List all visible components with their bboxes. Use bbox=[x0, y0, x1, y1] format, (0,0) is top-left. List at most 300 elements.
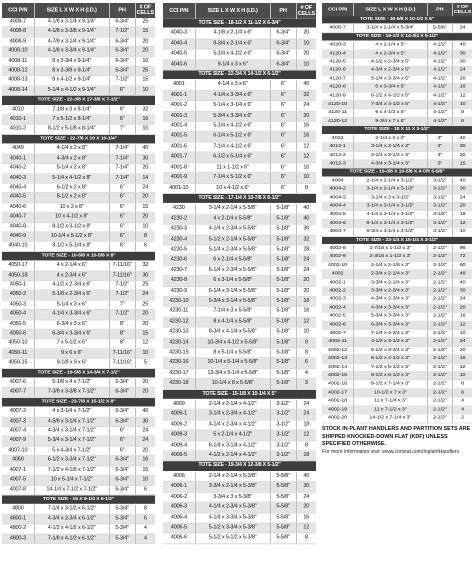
table-row bbox=[322, 278, 472, 286]
cell-ph: 4-1/2" bbox=[427, 66, 453, 74]
cell-size: 14-1/2 x 7-1/4 x 3" bbox=[354, 414, 428, 422]
cell-part-number: 4007-1 bbox=[2, 466, 34, 476]
cell-ph: 5-1/8" bbox=[270, 245, 296, 255]
cell-size: 4 x 2-1/4 x 5-5/8" bbox=[195, 214, 270, 224]
cell-part-number: 4004-5 bbox=[322, 211, 354, 219]
cell-part-number: 4040-2 bbox=[2, 164, 34, 174]
tote-size-label: TOTE SIZE - 22-7/8 X 10 X 10-1/4" bbox=[2, 134, 155, 144]
cell-ph: 2-1/2" bbox=[427, 355, 453, 363]
tote-size-label: TOTE SIZE - 23-1/4 X 15-1/4 X 3-1/2" bbox=[322, 236, 472, 244]
cell-size: 4-1/4 x 3-3/4 x 5-3/8" bbox=[195, 513, 270, 523]
cell-part-number: 4001-9 bbox=[163, 173, 195, 183]
cell-part-number: 4230-15 bbox=[163, 348, 195, 358]
cell-cells: 10 bbox=[453, 228, 473, 236]
cell-cells: 10 bbox=[296, 327, 316, 337]
cell-ph: 3-1/2" bbox=[427, 202, 453, 210]
spec-table bbox=[163, 3, 316, 544]
cell-ph: 5-5/8" bbox=[427, 24, 453, 32]
cell-ph: 3-1/2" bbox=[270, 451, 296, 461]
cell-cells: 40 bbox=[296, 80, 316, 90]
cell-cells: 20 bbox=[135, 319, 155, 329]
cell-ph: 2-1/2" bbox=[427, 295, 453, 303]
cell-size: 2-3/4 x 2-1/4 x 3" bbox=[354, 270, 428, 278]
cell-cells: 12 bbox=[453, 363, 473, 371]
table-row bbox=[2, 378, 155, 388]
table-row bbox=[322, 414, 472, 422]
table-row bbox=[322, 151, 472, 159]
cell-cells: 10 bbox=[296, 60, 316, 70]
cell-ph: 2-1/2" bbox=[427, 262, 453, 270]
tote-size-label: TOTE SIZE - 19-1/2 X 14-3/4 X 5-1/2" bbox=[322, 33, 472, 41]
cell-size: 2-1/4 x 2-1/4 x 4-1/2" bbox=[195, 399, 270, 409]
cell-size: 6 x 2-1/4 x 5-5/8" bbox=[195, 255, 270, 265]
cell-part-number: 4002-7 bbox=[322, 329, 354, 337]
cell-part-number: 4230-6 bbox=[163, 255, 195, 265]
cell-size: 3-1/4 x 2-1/4 x 5-5/8" bbox=[195, 204, 270, 214]
cell-size: 10-3/4 x 4-1/2 x 5-5/8" bbox=[195, 338, 270, 348]
cell-part-number: 4230-12 bbox=[163, 317, 195, 327]
cell-ph: 5-1/8" bbox=[270, 338, 296, 348]
cell-part-number: 4012-1 bbox=[322, 143, 354, 151]
cell-cells: 8 bbox=[296, 348, 316, 358]
cell-cells: 30 bbox=[453, 287, 473, 295]
cell-cells: 4 bbox=[135, 524, 155, 534]
cell-ph: 2-1/2" bbox=[427, 363, 453, 371]
tote-size-row bbox=[322, 126, 472, 134]
cell-cells: 6 bbox=[135, 514, 155, 524]
tote-size-row bbox=[2, 251, 155, 261]
cell-size: 4-3/4 x 3-3/4 x 3" bbox=[354, 304, 428, 312]
table-row bbox=[322, 83, 472, 91]
cell-ph: 5-1/8" bbox=[270, 317, 296, 327]
cell-ph: 6" bbox=[270, 152, 296, 162]
cell-ph: 2-1/2" bbox=[427, 406, 453, 414]
table-row bbox=[163, 420, 316, 430]
cell-size: 4-3/4 x 2-3/4 x 6-1/2" bbox=[34, 514, 109, 524]
shipping-note-text: STOCK IN-PLANT HANDLERS AND PARTITION SETS ARE SHIPPED KNOCKED-DOWN FLAT (KDF) UNLESS SPECIFIED OTHERWISE. bbox=[322, 426, 471, 447]
cell-size: 5-1/2 x 3-3/4 x 5-3/8" bbox=[195, 523, 270, 533]
cell-size: 7-3/4 x 4-1/2 x 5" bbox=[354, 100, 428, 108]
cell-cells: 32 bbox=[135, 261, 155, 271]
table-row bbox=[163, 296, 316, 306]
cell-part-number: 4001-1 bbox=[163, 90, 195, 100]
cell-size: 4-1/4 x 2-3/4 x 4-1/2" bbox=[195, 420, 270, 430]
cell-part-number: 4006-6 bbox=[163, 533, 195, 543]
cell-size: 5-1/2 x 5-1/2 x 5-3/8" bbox=[195, 533, 270, 543]
cell-cells: 8 bbox=[135, 505, 155, 515]
cell-cells: 24 bbox=[135, 436, 155, 446]
cell-ph: 6-3/4" bbox=[109, 456, 135, 466]
cell-part-number: 4002-19 bbox=[322, 406, 354, 414]
cell-ph: 6" bbox=[270, 111, 296, 121]
cell-part-number: 4800-2 bbox=[2, 524, 34, 534]
table-header-row bbox=[163, 3, 316, 19]
table-row bbox=[322, 346, 472, 354]
cell-cells: 10 bbox=[135, 349, 155, 359]
cell-cells: 16 bbox=[296, 121, 316, 131]
cell-ph: 5-5/8" bbox=[270, 471, 296, 481]
cell-ph: 6-3/4" bbox=[270, 49, 296, 59]
table-row bbox=[2, 505, 155, 515]
cell-part-number: 4230-17 bbox=[163, 368, 195, 378]
cell-cells: 20 bbox=[453, 151, 473, 159]
table-row bbox=[2, 18, 155, 27]
table-row bbox=[2, 534, 155, 544]
cell-ph: 5-1/8" bbox=[270, 224, 296, 234]
cell-cells: 16 bbox=[453, 211, 473, 219]
cell-part-number: 4040-6 bbox=[163, 60, 195, 70]
cell-ph: 6" bbox=[270, 132, 296, 142]
table-row bbox=[163, 121, 316, 131]
table-row bbox=[322, 41, 472, 49]
table-row bbox=[163, 101, 316, 111]
table-row bbox=[322, 66, 472, 74]
cell-cells: 10 bbox=[135, 222, 155, 232]
cell-cells: 25 bbox=[135, 66, 155, 76]
cell-size: 6-3/4 x 3 x 6" bbox=[34, 319, 109, 329]
cell-size: 4-1/8 x 3-1/4 x 9-1/4" bbox=[34, 18, 109, 27]
cell-part-number: 4002-16 bbox=[322, 380, 354, 388]
table-row bbox=[322, 177, 472, 185]
cell-ph: 5-3/4" bbox=[109, 514, 135, 524]
cell-cells: 20 bbox=[135, 193, 155, 203]
cell-part-number: 4010-2 bbox=[2, 125, 34, 135]
table-row bbox=[322, 397, 472, 405]
cell-size: 9 x 4-1/2 x 5" bbox=[354, 109, 428, 117]
cell-ph: 7-1/2" bbox=[109, 27, 135, 37]
cell-part-number: 4050-2 bbox=[2, 290, 34, 300]
cell-cells: 15 bbox=[135, 76, 155, 86]
cell-ph: 6-3/4" bbox=[270, 60, 296, 70]
cell-part-number: 4120-6 bbox=[322, 66, 354, 74]
table-header-row bbox=[322, 3, 472, 16]
cell-size: 9-1/8 x 9 x 6" bbox=[34, 358, 109, 368]
cell-cells: 10 bbox=[135, 475, 155, 485]
cell-size: 5-3/4 x 3-3/4 x 3" bbox=[354, 312, 428, 320]
table-row bbox=[2, 232, 155, 242]
cell-part-number: 4040-10 bbox=[2, 242, 34, 252]
cell-size: 7-1/2 x 4-1/8 x 7-1/2" bbox=[34, 466, 109, 476]
cell-ph: 7-11/16" bbox=[109, 261, 135, 271]
cell-size: 7-3/8 x 3-3/8 x 7-1/2" bbox=[34, 388, 109, 398]
cell-cells: 24 bbox=[296, 255, 316, 265]
cell-cells: 8 bbox=[135, 232, 155, 242]
cell-cells: 8 bbox=[296, 441, 316, 451]
table-row bbox=[2, 436, 155, 446]
table-row bbox=[322, 92, 472, 100]
cell-part-number: 4008-9 bbox=[2, 37, 34, 47]
table-row bbox=[2, 271, 155, 281]
cell-size: 4-1/2 x 3-1/2 x 3" bbox=[354, 338, 428, 346]
cell-ph: 3" bbox=[427, 143, 453, 151]
table-row bbox=[322, 245, 472, 253]
cell-cells: 30 bbox=[135, 154, 155, 164]
table-row bbox=[322, 406, 472, 414]
cell-part-number: 4002 bbox=[322, 270, 354, 278]
table-row bbox=[2, 329, 155, 339]
cell-size: 6-1/4 x 3-1/4 x 5-5/8" bbox=[195, 286, 270, 296]
cell-size: 8 x 3-3/8 x 9-1/4" bbox=[34, 66, 109, 76]
table-row bbox=[322, 389, 472, 397]
cell-part-number: 4230-4 bbox=[163, 235, 195, 245]
cell-ph: 3-1/2" bbox=[270, 410, 296, 420]
table-row bbox=[2, 407, 155, 417]
cell-cells: 15 bbox=[135, 466, 155, 476]
cell-size: 10 x 4-1/2 x 6" bbox=[195, 183, 270, 193]
cell-part-number: 4012-2 bbox=[322, 151, 354, 159]
cell-part-number: 4006 bbox=[163, 471, 195, 481]
cell-part-number: 4001-10 bbox=[163, 183, 195, 193]
tote-size-label: TOTE SIZE - 18 X 11 X 3-1/2" bbox=[322, 126, 472, 134]
cell-part-number: 4230-11 bbox=[163, 307, 195, 317]
cell-size: 5-3/4 x 3-1/4 x 5-5/8" bbox=[195, 296, 270, 306]
table-row bbox=[2, 66, 155, 76]
cell-size: 4 x 2-1/4 x 5" bbox=[354, 41, 428, 49]
cell-ph: 2-1/2" bbox=[427, 245, 453, 253]
cell-part-number: 4001-3 bbox=[163, 111, 195, 121]
table-row bbox=[163, 276, 316, 286]
cell-size: 8-1/2 x 2 x 8" bbox=[34, 193, 109, 203]
cell-part-number: 4040-8 bbox=[2, 222, 34, 232]
cell-cells: 20 bbox=[135, 164, 155, 174]
cell-cells: 24 bbox=[296, 101, 316, 111]
cell-size: 3-3/4 x 2-1/4 x 3" bbox=[354, 278, 428, 286]
table-row bbox=[322, 338, 472, 346]
cell-cells: 32 bbox=[135, 105, 155, 115]
cell-size: 10 x 4-1/2 x 8" bbox=[34, 212, 109, 222]
cell-size: 5-3/4 x 3-1/4 x 7-1/2" bbox=[34, 436, 109, 446]
table-row bbox=[163, 204, 316, 214]
cell-cells: 40 bbox=[453, 41, 473, 49]
cell-ph: 6" bbox=[270, 101, 296, 111]
table-row bbox=[163, 410, 316, 420]
tote-size-label: TOTE SIZE - 19-3/4 X 12-3/8 X 5-1/2" bbox=[163, 461, 316, 471]
cell-size: 11 x 1-1/2 x 6" bbox=[195, 163, 270, 173]
cell-size: 4-3/4 x 3-1/4 x 3" bbox=[354, 160, 428, 168]
cell-cells: 8 bbox=[296, 533, 316, 543]
cell-part-number: 4050-11 bbox=[2, 349, 34, 359]
cell-size: 5-1/2 x 3-3/4 x 3" bbox=[354, 346, 428, 354]
table-row bbox=[163, 317, 316, 327]
tote-size-row bbox=[163, 193, 316, 203]
cell-ph: 2-1/2" bbox=[427, 287, 453, 295]
cell-size: 6-1/4 x 5-1/2 x 6" bbox=[195, 132, 270, 142]
table-row bbox=[2, 212, 155, 222]
cell-ph: 4-1/2" bbox=[427, 117, 453, 125]
cell-size: 7-1/4 x 3 x 5-5/8" bbox=[195, 307, 270, 317]
cell-part-number: 4050-18 bbox=[2, 271, 34, 281]
cell-part-number: 4020-3 bbox=[322, 41, 354, 49]
cell-ph: 6" bbox=[109, 203, 135, 213]
table-row bbox=[322, 312, 472, 320]
header-part-number: CCI P/N bbox=[163, 3, 195, 19]
table-row bbox=[163, 492, 316, 502]
cell-part-number: 4008-11 bbox=[2, 56, 34, 66]
cell-ph: 7-1/4" bbox=[109, 144, 135, 154]
cell-part-number: 4010 bbox=[2, 105, 34, 115]
cell-part-number: 4050-15 bbox=[2, 358, 34, 368]
cell-ph: 5-1/8" bbox=[270, 358, 296, 368]
cell-part-number: 4050-6 bbox=[2, 329, 34, 339]
cell-part-number: 4800-1 bbox=[2, 514, 34, 524]
cell-part-number: 4120-10 bbox=[322, 100, 354, 108]
cell-size: 8-1/2 x 6-1/2 x 3" bbox=[354, 372, 428, 380]
cell-part-number: 4001-4 bbox=[163, 121, 195, 131]
cell-size: 4-3/4 x 2-3/4 x 3" bbox=[354, 295, 428, 303]
table-row bbox=[322, 24, 472, 32]
cell-ph: 3-1/2" bbox=[427, 211, 453, 219]
cell-cells: 4 bbox=[296, 368, 316, 378]
cell-cells: 20 bbox=[296, 276, 316, 286]
cell-ph: 4-1/2" bbox=[427, 100, 453, 108]
cell-ph: 6" bbox=[270, 121, 296, 131]
cell-ph: 5-1/8" bbox=[270, 265, 296, 275]
cell-ph: 7-1/4" bbox=[109, 173, 135, 183]
table-row bbox=[322, 321, 472, 329]
table-row bbox=[322, 50, 472, 58]
cell-ph: 6-3/4" bbox=[109, 47, 135, 57]
cell-size: 3-1/4 x 2-3/4 x 4-1/2" bbox=[195, 410, 270, 420]
table-row bbox=[163, 152, 316, 162]
cell-part-number: 4230-8 bbox=[163, 276, 195, 286]
cell-cells: 30 bbox=[453, 143, 473, 151]
table-row bbox=[163, 90, 316, 100]
cell-size: 3-1/4 x 3 x 3-1/2" bbox=[354, 194, 428, 202]
cell-size: 3-1/4 x 3-1/4 x 3-1/2" bbox=[354, 202, 428, 210]
tote-size-label: TOTE SIZE - 18-1/2 X 11-1/2 X 6-3/4" bbox=[163, 19, 316, 29]
cell-part-number: 4006-3 bbox=[163, 502, 195, 512]
table-row bbox=[163, 368, 316, 378]
cell-cells: 40 bbox=[135, 407, 155, 417]
cell-cells: 60 bbox=[453, 262, 473, 270]
table-row bbox=[322, 117, 472, 125]
cell-ph: 2-1/2" bbox=[427, 414, 453, 422]
cell-cells: 30 bbox=[453, 58, 473, 66]
cell-size: 6-3/4 x 3-1/4 x 3-1/2" bbox=[354, 228, 428, 236]
cell-cells: 12 bbox=[453, 321, 473, 329]
cell-cells: 18 bbox=[296, 420, 316, 430]
cell-cells: 16 bbox=[453, 312, 473, 320]
tote-size-row bbox=[2, 397, 155, 407]
table-row bbox=[163, 338, 316, 348]
cell-part-number: 4120-12 bbox=[322, 117, 354, 125]
cell-size: 6-1/2 x 3-3/4 x 7-1/2" bbox=[34, 456, 109, 466]
header-part-number: CCI P/N bbox=[322, 3, 354, 16]
cell-cells: 20 bbox=[296, 502, 316, 512]
cell-size: 4-1/4 x 2 x 8" bbox=[34, 144, 109, 154]
tote-size-row bbox=[2, 134, 155, 144]
cell-part-number: 4010-1 bbox=[2, 115, 34, 125]
info-link[interactable]: For more information visit: www.constat.com/InplantHandlers bbox=[322, 448, 460, 455]
cell-part-number: 4004 bbox=[322, 177, 354, 185]
table-row bbox=[322, 355, 472, 363]
cell-part-number: 4004-6 bbox=[322, 219, 354, 227]
cell-cells: 6 bbox=[135, 485, 155, 495]
table-row bbox=[2, 125, 155, 135]
cell-cells: 20 bbox=[135, 388, 155, 398]
cell-part-number: 4008-12 bbox=[2, 66, 34, 76]
cell-cells: 6 bbox=[453, 117, 473, 125]
table-row bbox=[2, 261, 155, 271]
cell-part-number: 4040-3 bbox=[163, 29, 195, 39]
cell-part-number: 4040-3 bbox=[2, 173, 34, 183]
cell-ph: 3" bbox=[427, 134, 453, 142]
cell-size: 5-1/4 x 3-3/4 x 5" bbox=[354, 75, 428, 83]
cell-size: 5-1/4 x 4-1/2 x 8" bbox=[34, 173, 109, 183]
tote-size-row bbox=[163, 19, 316, 29]
cell-ph: 7-11/16" bbox=[109, 271, 135, 281]
cell-size: 7-1/4 x 3-1/2 x 6-1/2" bbox=[34, 505, 109, 515]
cell-cells: 16 bbox=[296, 513, 316, 523]
table-row bbox=[163, 235, 316, 245]
cell-ph: 5-1/8" bbox=[270, 307, 296, 317]
cell-size: 7 x 5-1/2 x 8-1/4" bbox=[34, 115, 109, 125]
cell-part-number: 4050-4 bbox=[2, 310, 34, 320]
cell-size: 4-3/4 x 3-1/4 x 7-1/2" bbox=[34, 427, 109, 437]
cell-ph: 2-1/2" bbox=[427, 312, 453, 320]
cell-part-number: 4040-9 bbox=[2, 232, 34, 242]
cell-cells: 16 bbox=[296, 307, 316, 317]
cell-size: 5-1/4 x 3-1/4 x 6" bbox=[195, 101, 270, 111]
cell-cells: 12 bbox=[296, 523, 316, 533]
table-row bbox=[2, 456, 155, 466]
table-row bbox=[2, 300, 155, 310]
tote-size-label: TOTE SIZE - 22-3/4 X 14-1/2 X 6-1/2" bbox=[163, 70, 316, 80]
cell-part-number: 4007-6 bbox=[2, 378, 34, 388]
cell-part-number: 4002-14 bbox=[322, 363, 354, 371]
cell-part-number: 4012 bbox=[322, 134, 354, 142]
cell-cells: 15 bbox=[135, 329, 155, 339]
cell-ph: 6" bbox=[270, 142, 296, 152]
cell-part-number: 4230 bbox=[163, 204, 195, 214]
cell-ph: 5-5/8" bbox=[270, 502, 296, 512]
cell-size: 4-1/8 x 3-3/8 x 9-1/4" bbox=[34, 27, 109, 37]
table-row bbox=[163, 163, 316, 173]
cell-ph: 7-1/2" bbox=[109, 310, 135, 320]
table-row bbox=[2, 281, 155, 291]
table-row bbox=[163, 513, 316, 523]
cell-ph: 6" bbox=[109, 183, 135, 193]
table-row bbox=[322, 134, 472, 142]
cell-part-number: 4007-10 bbox=[2, 446, 34, 456]
cell-part-number: 4800-3 bbox=[2, 534, 34, 544]
cell-part-number: 4009-1 bbox=[163, 410, 195, 420]
cell-part-number: 4006-1 bbox=[163, 482, 195, 492]
cell-ph: 6" bbox=[109, 115, 135, 125]
cell-ph: 3-1/2" bbox=[427, 177, 453, 185]
table-row bbox=[2, 193, 155, 203]
cell-part-number: 4007-3 bbox=[2, 417, 34, 427]
cell-ph: 6" bbox=[109, 242, 135, 252]
cell-part-number: 4230-10 bbox=[163, 296, 195, 306]
cell-ph: 4-1/2" bbox=[427, 92, 453, 100]
header-ph: PH bbox=[427, 3, 453, 16]
cell-part-number: 4120-7 bbox=[322, 75, 354, 83]
cell-size: 3-1/4 x 2-1/4 x 5-3/4" bbox=[354, 24, 428, 32]
table-row bbox=[2, 56, 155, 66]
table-row bbox=[163, 286, 316, 296]
cell-cells: 12 bbox=[135, 339, 155, 349]
cell-part-number: 4230-2 bbox=[163, 214, 195, 224]
cell-cells: 30 bbox=[135, 417, 155, 427]
cell-cells: 16 bbox=[453, 83, 473, 91]
cell-cells: 4 bbox=[453, 406, 473, 414]
table-row bbox=[322, 228, 472, 236]
cell-size: 6 x 3-1/4 x 5-5/8" bbox=[195, 276, 270, 286]
table-row bbox=[163, 441, 316, 451]
tote-size-label: TOTE SIZE - 19-3/8 X 10-5/8 X 4 OR 5-5/8" bbox=[322, 168, 472, 176]
tote-size-label: TOTE SIZE - 15 X 9-1/4 X 6-1/2" bbox=[2, 495, 155, 505]
